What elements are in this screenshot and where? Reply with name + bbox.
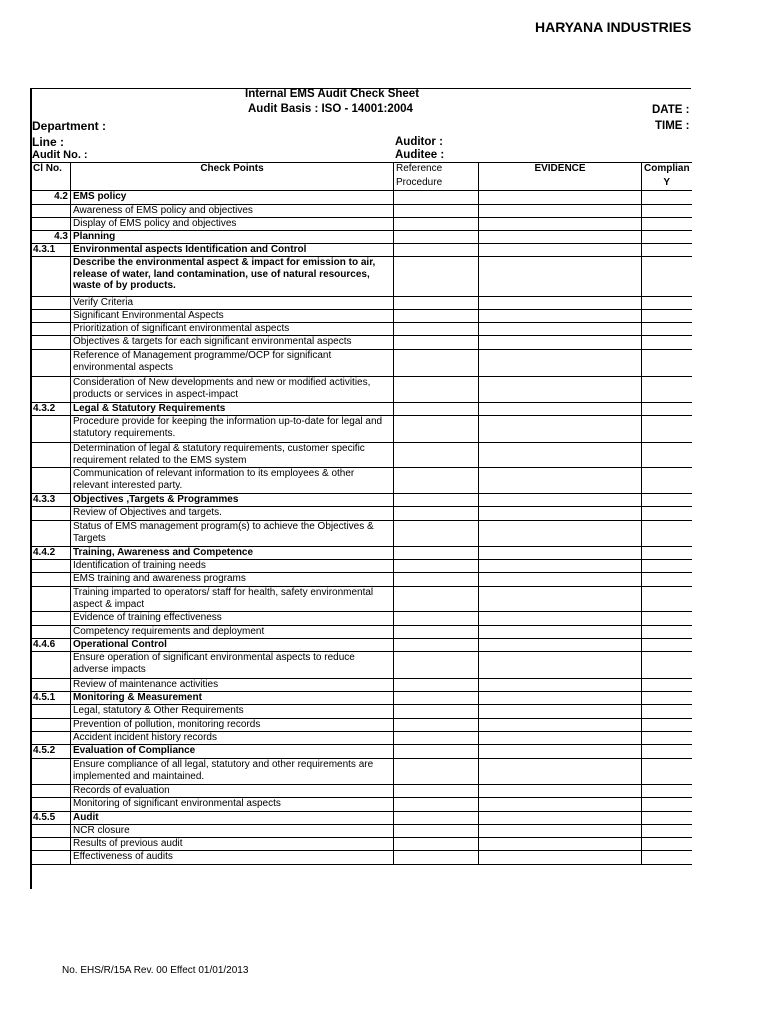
reference-cell[interactable]: [394, 231, 479, 244]
table-row: [31, 507, 692, 521]
reference-cell[interactable]: [394, 547, 479, 560]
compliance-cell[interactable]: [642, 468, 692, 494]
table-row: [31, 377, 692, 403]
compliance-cell[interactable]: [642, 639, 692, 652]
reference-cell[interactable]: [394, 639, 479, 652]
compliance-cell[interactable]: [642, 705, 692, 719]
evidence-cell[interactable]: [479, 521, 642, 547]
compliance-cell[interactable]: [642, 745, 692, 759]
reference-cell[interactable]: [394, 257, 479, 297]
check-point: Training, Awareness and Competence: [71, 547, 394, 560]
reference-cell[interactable]: [394, 719, 479, 732]
check-point: NCR closure: [71, 825, 394, 838]
table-row: [31, 560, 692, 573]
compliance-cell[interactable]: [642, 838, 692, 851]
compliance-cell[interactable]: [642, 403, 692, 416]
clause-number: [31, 468, 71, 494]
table-row: [31, 692, 692, 705]
reference-cell[interactable]: [394, 218, 479, 231]
clause-number: [31, 257, 71, 297]
check-point: Results of previous audit: [71, 838, 394, 851]
compliance-cell[interactable]: [642, 310, 692, 323]
check-point: Communication of relevant information to its employees & other relevant interested party.: [71, 468, 394, 494]
check-point: Evidence of training effectiveness: [71, 612, 394, 626]
clause-number: [31, 336, 71, 350]
evidence-cell[interactable]: [479, 798, 642, 812]
evidence-cell[interactable]: [479, 244, 642, 257]
table-row: [31, 798, 692, 812]
reference-header: Reference: [394, 163, 479, 177]
check-point: Ensure compliance of all legal, statutory and other requirements are implemented and maintained.: [71, 759, 394, 785]
table-row: [31, 612, 692, 626]
clause-number: 4.4.2: [31, 547, 71, 560]
compliance-cell[interactable]: [642, 231, 692, 244]
reference-cell[interactable]: [394, 521, 479, 547]
evidence-cell[interactable]: [479, 825, 642, 838]
reference-cell[interactable]: [394, 785, 479, 798]
table-row: [31, 626, 692, 639]
y-header: Y: [642, 177, 692, 191]
compliance-cell[interactable]: [642, 812, 692, 825]
clause-number: [31, 652, 71, 679]
evidence-cell[interactable]: [479, 745, 642, 759]
clause-number: [31, 560, 71, 573]
check-point: Display of EMS policy and objectives: [71, 218, 394, 231]
table-row: [31, 547, 692, 560]
clause-number: [31, 626, 71, 639]
table-row: [31, 323, 692, 336]
reference-cell[interactable]: [394, 612, 479, 626]
table-row: [31, 443, 692, 468]
evidence-cell[interactable]: [479, 205, 642, 218]
evidence-cell[interactable]: [479, 191, 642, 205]
clause-number: [31, 573, 71, 587]
table-row: [31, 719, 692, 732]
checklist-table: [30, 162, 692, 865]
check-point: Status of EMS management program(s) to achieve the Objectives & Targets: [71, 521, 394, 547]
auditee-label: Auditee :: [395, 149, 445, 161]
table-row: [31, 838, 692, 851]
compliance-cell[interactable]: [642, 323, 692, 336]
evidence-cell[interactable]: [479, 573, 642, 587]
table-row: [31, 851, 692, 865]
evidence-cell[interactable]: [479, 377, 642, 403]
compliance-cell[interactable]: [642, 732, 692, 745]
reference-cell[interactable]: [394, 851, 479, 865]
evidence-cell[interactable]: [479, 310, 642, 323]
compliance-cell[interactable]: [642, 205, 692, 218]
compliance-cell[interactable]: [642, 494, 692, 507]
evidence-header-cont: [479, 177, 642, 191]
table-row: [31, 416, 692, 443]
compliance-cell[interactable]: [642, 679, 692, 692]
compliance-cell[interactable]: [642, 377, 692, 403]
compliance-cell[interactable]: [642, 692, 692, 705]
reference-cell[interactable]: [394, 838, 479, 851]
evidence-cell[interactable]: [479, 719, 642, 732]
clause-number: [31, 785, 71, 798]
evidence-cell[interactable]: [479, 705, 642, 719]
evidence-cell[interactable]: [479, 851, 642, 865]
evidence-cell[interactable]: [479, 812, 642, 825]
compliance-cell[interactable]: [642, 507, 692, 521]
evidence-cell[interactable]: [479, 785, 642, 798]
check-point: Prevention of pollution, monitoring records: [71, 719, 394, 732]
clause-number: [31, 759, 71, 785]
compliance-cell[interactable]: [642, 547, 692, 560]
compliance-cell[interactable]: [642, 825, 692, 838]
clause-number: [31, 350, 71, 377]
clause-number: [31, 798, 71, 812]
clause-number: 4.5.5: [31, 812, 71, 825]
evidence-cell[interactable]: [479, 759, 642, 785]
compliance-cell[interactable]: [642, 560, 692, 573]
reference-cell[interactable]: [394, 825, 479, 838]
compliance-cell[interactable]: [642, 612, 692, 626]
cl-no-header: Cl No.: [31, 163, 71, 177]
evidence-cell[interactable]: [479, 494, 642, 507]
clause-number: 4.3: [31, 231, 71, 244]
check-point: Training imparted to operators/ staff for health, safety environmental aspect & impact: [71, 587, 394, 612]
compliance-cell[interactable]: [642, 652, 692, 679]
table-row: [31, 310, 692, 323]
table-row: [31, 679, 692, 692]
compliance-cell[interactable]: [642, 851, 692, 865]
check-point: Review of maintenance activities: [71, 679, 394, 692]
reference-cell[interactable]: [394, 244, 479, 257]
evidence-cell[interactable]: [479, 443, 642, 468]
check-point: Verify Criteria: [71, 297, 394, 310]
check-point: Determination of legal & statutory requirements, customer specific requirement related to the EMS system: [71, 443, 394, 468]
check-point: Accident incident history records: [71, 732, 394, 745]
compliance-cell[interactable]: [642, 521, 692, 547]
table-header-row: [31, 163, 692, 177]
check-point: Competency requirements and deployment: [71, 626, 394, 639]
company-name: HARYANA INDUSTRIES: [535, 19, 692, 35]
table-row: [31, 403, 692, 416]
table-row: [31, 297, 692, 310]
reference-cell[interactable]: [394, 759, 479, 785]
compliance-header: Complian: [642, 163, 692, 177]
check-point: Ensure operation of significant environmental aspects to reduce adverse impacts: [71, 652, 394, 679]
reference-cell[interactable]: [394, 652, 479, 679]
check-point: Operational Control: [71, 639, 394, 652]
check-point: Procedure provide for keeping the information up-to-date for legal and statutory requirements.: [71, 416, 394, 443]
table-row: [31, 652, 692, 679]
clause-number: [31, 587, 71, 612]
check-point: Consideration of New developments and new or modified activities, products or services in aspect-impact: [71, 377, 394, 403]
clause-number: [31, 705, 71, 719]
check-point: EMS policy: [71, 191, 394, 205]
compliance-cell[interactable]: [642, 191, 692, 205]
reference-cell[interactable]: [394, 205, 479, 218]
table-row: [31, 494, 692, 507]
evidence-cell[interactable]: [479, 560, 642, 573]
reference-cell[interactable]: [394, 494, 479, 507]
reference-cell[interactable]: [394, 403, 479, 416]
evidence-cell[interactable]: [479, 231, 642, 244]
check-point: Audit: [71, 812, 394, 825]
check-point: Review of Objectives and targets.: [71, 507, 394, 521]
table-row: [31, 218, 692, 231]
clause-number: [31, 218, 71, 231]
clause-number: 4.3.3: [31, 494, 71, 507]
table-row: [31, 231, 692, 244]
reference-cell[interactable]: [394, 443, 479, 468]
table-row: [31, 521, 692, 547]
evidence-cell[interactable]: [479, 587, 642, 612]
table-row: [31, 812, 692, 825]
compliance-cell[interactable]: [642, 759, 692, 785]
check-point: Monitoring of significant environmental aspects: [71, 798, 394, 812]
clause-number: [31, 416, 71, 443]
evidence-cell[interactable]: [479, 350, 642, 377]
document-footer: No. EHS/R/15A Rev. 00 Effect 01/01/2013: [62, 965, 249, 976]
reference-cell[interactable]: [394, 745, 479, 759]
table-row: [31, 732, 692, 745]
evidence-cell[interactable]: [479, 679, 642, 692]
table-row: [31, 468, 692, 494]
check-point: Legal, statutory & Other Requirements: [71, 705, 394, 719]
table-row: [31, 336, 692, 350]
reference-cell[interactable]: [394, 732, 479, 745]
table-row: [31, 205, 692, 218]
reference-cell[interactable]: [394, 310, 479, 323]
clause-number: [31, 732, 71, 745]
evidence-cell[interactable]: [479, 692, 642, 705]
table-row: [31, 825, 692, 838]
evidence-cell[interactable]: [479, 732, 642, 745]
check-point: Legal & Statutory Requirements: [71, 403, 394, 416]
compliance-cell[interactable]: [642, 336, 692, 350]
clause-number: [31, 507, 71, 521]
compliance-cell[interactable]: [642, 416, 692, 443]
table-row: [31, 745, 692, 759]
evidence-cell[interactable]: [479, 838, 642, 851]
reference-cell[interactable]: [394, 468, 479, 494]
clause-number: 4.4.6: [31, 639, 71, 652]
check-point: Objectives ,Targets & Programmes: [71, 494, 394, 507]
check-point: Planning: [71, 231, 394, 244]
evidence-cell[interactable]: [479, 547, 642, 560]
check-point: Awareness of EMS policy and objectives: [71, 205, 394, 218]
cl-no-header-cont: [31, 177, 71, 191]
check-points-header-cont: [71, 177, 394, 191]
evidence-cell[interactable]: [479, 257, 642, 297]
evidence-cell[interactable]: [479, 652, 642, 679]
procedure-header: Procedure: [394, 177, 479, 191]
evidence-cell[interactable]: [479, 468, 642, 494]
table-header-row-2: [31, 177, 692, 191]
table-row: [31, 573, 692, 587]
clause-number: 4.2: [31, 191, 71, 205]
audit-basis: Audit Basis : ISO - 14001:2004: [248, 103, 413, 115]
compliance-cell[interactable]: [642, 443, 692, 468]
clause-number: 4.5.1: [31, 692, 71, 705]
evidence-cell[interactable]: [479, 297, 642, 310]
table-row: [31, 785, 692, 798]
table-row: [31, 244, 692, 257]
evidence-cell[interactable]: [479, 336, 642, 350]
check-point: Records of evaluation: [71, 785, 394, 798]
clause-number: [31, 679, 71, 692]
check-point: Prioritization of significant environmental aspects: [71, 323, 394, 336]
table-row: [31, 587, 692, 612]
clause-number: [31, 838, 71, 851]
compliance-cell[interactable]: [642, 573, 692, 587]
reference-cell[interactable]: [394, 350, 479, 377]
auditor-label: Auditor :: [395, 136, 443, 148]
reference-cell[interactable]: [394, 323, 479, 336]
check-points-header: Check Points: [71, 163, 394, 177]
compliance-cell[interactable]: [642, 798, 692, 812]
clause-number: [31, 205, 71, 218]
clause-number: 4.5.2: [31, 745, 71, 759]
reference-cell[interactable]: [394, 573, 479, 587]
table-row: [31, 257, 692, 297]
compliance-cell[interactable]: [642, 244, 692, 257]
compliance-cell[interactable]: [642, 785, 692, 798]
reference-cell[interactable]: [394, 191, 479, 205]
check-point: Describe the environmental aspect & impact for emission to air, release of water, land contamination, use of natural resources, waste of by products.: [71, 257, 394, 297]
compliance-cell[interactable]: [642, 626, 692, 639]
clause-number: [31, 323, 71, 336]
table-row: [31, 759, 692, 785]
clause-number: [31, 521, 71, 547]
reference-cell[interactable]: [394, 560, 479, 573]
check-point: Evaluation of Compliance: [71, 745, 394, 759]
sheet-title: Internal EMS Audit Check Sheet: [245, 88, 420, 100]
check-point: Effectiveness of audits: [71, 851, 394, 865]
clause-number: [31, 851, 71, 865]
compliance-cell[interactable]: [642, 587, 692, 612]
clause-number: [31, 310, 71, 323]
clause-number: 4.3.2: [31, 403, 71, 416]
evidence-cell[interactable]: [479, 612, 642, 626]
clause-number: [31, 377, 71, 403]
table-row: [31, 639, 692, 652]
check-point: Objectives & targets for each significant environmental aspects: [71, 336, 394, 350]
evidence-cell[interactable]: [479, 507, 642, 521]
evidence-cell[interactable]: [479, 639, 642, 652]
table-row: [31, 191, 692, 205]
reference-cell[interactable]: [394, 812, 479, 825]
reference-cell[interactable]: [394, 679, 479, 692]
evidence-cell[interactable]: [479, 323, 642, 336]
evidence-cell[interactable]: [479, 416, 642, 443]
reference-cell[interactable]: [394, 705, 479, 719]
reference-cell[interactable]: [394, 507, 479, 521]
date-label: DATE :: [652, 104, 690, 116]
clause-number: [31, 443, 71, 468]
reference-cell[interactable]: [394, 798, 479, 812]
compliance-cell[interactable]: [642, 257, 692, 297]
evidence-cell[interactable]: [479, 626, 642, 639]
reference-cell[interactable]: [394, 336, 479, 350]
compliance-cell[interactable]: [642, 218, 692, 231]
table-row: [31, 350, 692, 377]
time-label: TIME :: [655, 120, 690, 132]
check-point: Monitoring & Measurement: [71, 692, 394, 705]
evidence-header: EVIDENCE: [479, 163, 642, 177]
audit-no-label: Audit No. :: [32, 149, 88, 161]
check-point: Reference of Management programme/OCP for significant environmental aspects: [71, 350, 394, 377]
evidence-cell[interactable]: [479, 403, 642, 416]
reference-cell[interactable]: [394, 626, 479, 639]
clause-number: [31, 825, 71, 838]
clause-number: [31, 297, 71, 310]
compliance-cell[interactable]: [642, 350, 692, 377]
reference-cell[interactable]: [394, 416, 479, 443]
check-point: Environmental aspects Identification and Control: [71, 244, 394, 257]
department-label: Department :: [32, 119, 107, 133]
table-row: [31, 705, 692, 719]
compliance-cell[interactable]: [642, 297, 692, 310]
reference-cell[interactable]: [394, 377, 479, 403]
clause-number: 4.3.1: [31, 244, 71, 257]
compliance-cell[interactable]: [642, 719, 692, 732]
clause-number: [31, 612, 71, 626]
line-label: Line :: [32, 135, 64, 149]
evidence-cell[interactable]: [479, 218, 642, 231]
check-point: EMS training and awareness programs: [71, 573, 394, 587]
reference-cell[interactable]: [394, 297, 479, 310]
check-point: Significant Environmental Aspects: [71, 310, 394, 323]
reference-cell[interactable]: [394, 587, 479, 612]
clause-number: [31, 719, 71, 732]
reference-cell[interactable]: [394, 692, 479, 705]
check-point: Identification of training needs: [71, 560, 394, 573]
